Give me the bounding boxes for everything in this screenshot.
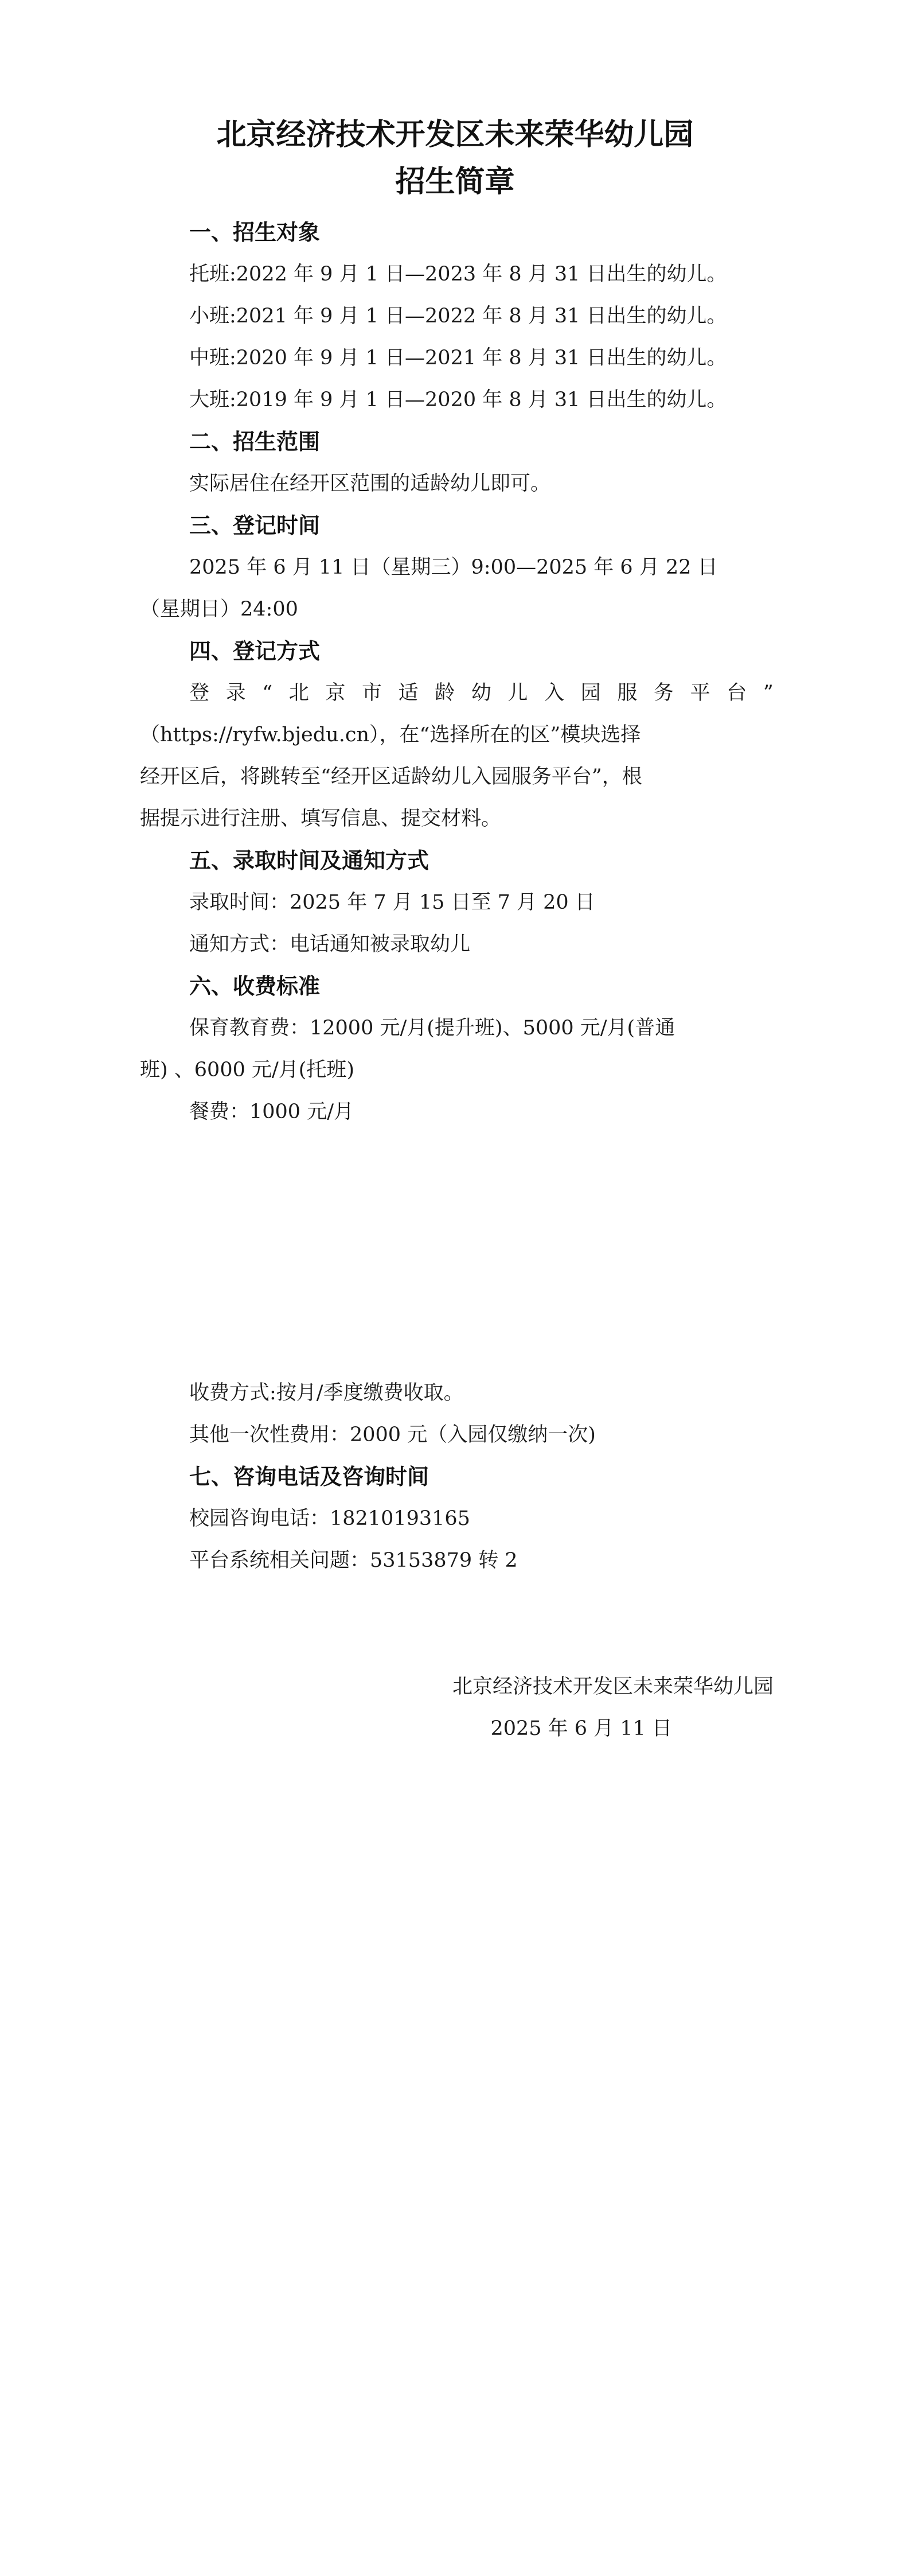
registration-method-char: 龄 [435,682,455,705]
section-heading-registration-time: 三、登记时间 [189,513,321,538]
list-item-toddler-class: 托班:2022 年 9 月 1 日—2023 年 8 月 31 日出生的幼儿。 [189,263,727,286]
registration-method-char: 京 [325,682,346,705]
platform-phone-text: 平台系统相关问题：53153879 转 2 [189,1549,518,1572]
registration-time-line-1: 2025 年 6 月 11 日（星期三）9:00—2025 年 6 月 22 日 [189,556,718,579]
registration-method-char: “ [262,682,273,705]
tuition-fee-line-2: 班) 、6000 元/月(托班) [140,1059,355,1081]
list-item-junior-class: 小班:2021 年 9 月 1 日—2022 年 8 月 31 日出生的幼儿。 [189,305,727,328]
section-heading-registration-method: 四、登记方式 [189,639,321,664]
list-item-middle-class: 中班:2020 年 9 月 1 日—2021 年 8 月 31 日出生的幼儿。 [189,347,727,369]
document-title: 北京经济技术开发区未来荣华幼儿园 [216,118,694,152]
campus-phone-text: 校园咨询电话：18210193165 [189,1507,470,1530]
signature-organization: 北京经济技术开发区未来荣华幼儿园 [452,1675,774,1698]
section-heading-admission-notice: 五、录取时间及通知方式 [189,848,429,873]
section-heading-fee-standards: 六、收费标准 [189,974,321,999]
registration-method-char: 台 [727,682,747,705]
registration-method-char: 园 [580,682,601,705]
section-heading-enrollment-targets: 一、招生对象 [189,220,321,245]
section-heading-contact: 七、咨询电话及咨询时间 [189,1464,429,1489]
registration-method-char: 平 [690,682,710,705]
registration-method-char: 市 [362,682,382,705]
registration-method-line-4: 据提示进行注册、填写信息、提交材料。 [140,807,502,830]
meal-fee-text: 餐费：1000 元/月 [189,1100,354,1123]
tuition-fee-line-1: 保育教育费：12000 元/月(提升班)、5000 元/月(普通 [189,1017,675,1040]
registration-method-char: 登 [189,682,210,705]
one-time-fee-text: 其他一次性费用：2000 元（入园仅缴纳一次) [189,1423,596,1446]
registration-method-char: 适 [398,682,419,705]
registration-time-line-2: （星期日）24:00 [140,598,298,621]
registration-method-char: ” [763,682,774,705]
list-item-senior-class: 大班:2019 年 9 月 1 日—2020 年 8 月 31 日出生的幼儿。 [189,388,727,411]
registration-method-char: 务 [654,682,674,705]
registration-method-line-2: （https://ryfw.bjedu.cn），在“选择所在的区”模块选择 [140,723,641,746]
document-subtitle: 招生简章 [395,165,515,199]
registration-method-line-3: 经开区后，将跳转至“经开区适龄幼儿入园服务平台”，根 [140,765,642,788]
signature-date: 2025 年 6 月 11 日 [490,1717,672,1740]
registration-method-line-1 [189,679,774,707]
registration-method-char: 儿 [507,682,528,705]
enrollment-scope-text: 实际居住在经开区范围的适龄幼儿即可。 [189,472,551,495]
registration-method-char: 幼 [471,682,491,705]
registration-method-char: 服 [617,682,638,705]
admission-time-text: 录取时间：2025 年 7 月 15 日至 7 月 20 日 [189,891,595,914]
registration-method-char: 入 [544,682,565,705]
section-heading-enrollment-scope: 二、招生范围 [189,429,321,454]
payment-method-text: 收费方式:按月/季度缴费收取。 [189,1382,464,1404]
notification-method-text: 通知方式：电话通知被录取幼儿 [189,933,471,956]
registration-method-char: 录 [225,682,246,705]
registration-method-char: 北 [288,682,309,705]
